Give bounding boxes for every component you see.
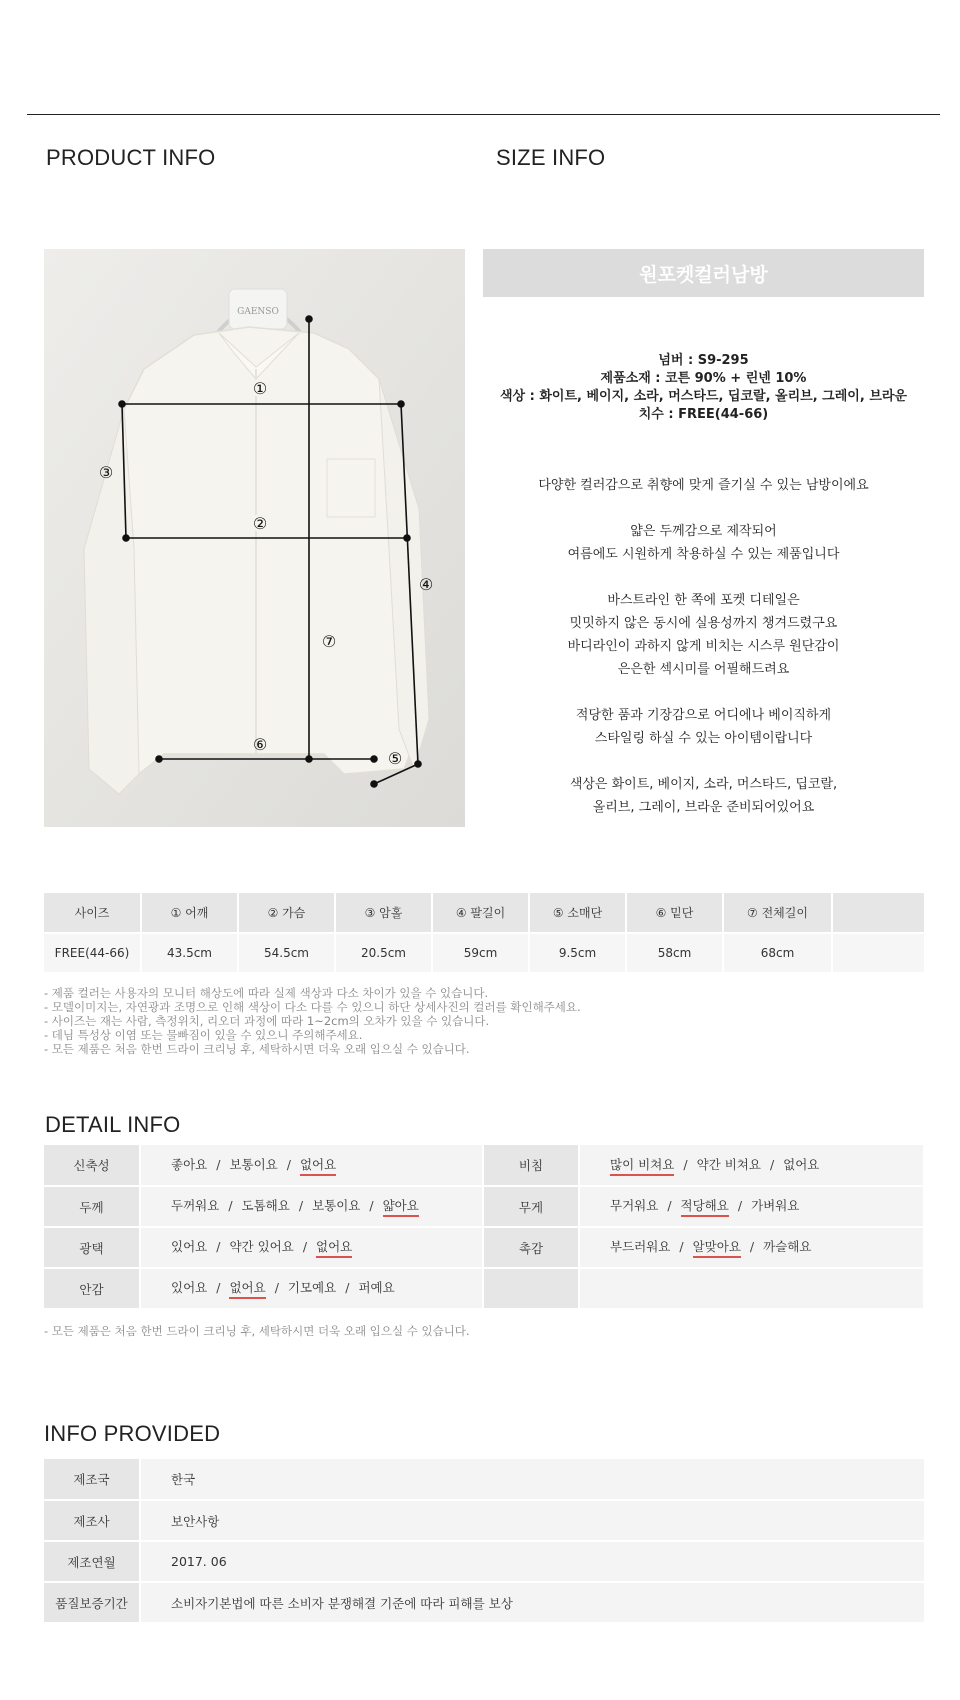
detail-option-selected: 없어요 [300,1155,336,1176]
table-row [44,933,925,972]
option-separator: / [749,1239,755,1254]
detail-info-heading: DETAIL INFO [45,1112,181,1137]
description-paragraph [483,474,924,497]
option-separator: / [737,1198,743,1213]
note-line: - 데님 특성상 이염 또는 물빠짐이 있을 수 있으니 주의해주세요. [44,1028,363,1042]
info-label: 제조연월 [44,1541,140,1582]
detail-option: 까슬해요 [763,1239,812,1254]
detail-options [579,1227,924,1268]
detail-label: 두께 [44,1186,140,1227]
option-separator: / [286,1156,291,1172]
note-line: - 제품 컬러는 사용자의 모니터 해상도에 따라 실제 색상과 다소 차이가 있을 수 있습니다. [44,986,489,1000]
size-notes [44,986,924,1056]
info-provided-heading: INFO PROVIDED [44,1421,221,1446]
size-header-cell: ⑤ 소매단 [529,893,626,933]
size-header-cell: ③ 암홀 [335,893,432,933]
detail-option-selected: 얇아요 [383,1196,419,1217]
description-paragraph [483,704,924,750]
description-line: 색상은 화이트, 베이지, 소라, 머스타드, 딥코랄, [569,777,838,792]
table-row [44,1268,924,1309]
option-separator: / [216,1280,221,1295]
detail-options [579,1145,924,1186]
option-separator: / [298,1198,304,1213]
marker-5: ⑤ [387,749,403,768]
detail-label [483,1268,579,1309]
option-separator: / [369,1198,374,1213]
detail-option: 도톰해요 [241,1198,290,1213]
table-row [44,1582,924,1623]
size-header-cell: ② 가슴 [238,893,335,933]
size-table-header [44,893,925,933]
detail-option: 약간 있어요 [229,1239,294,1254]
detail-option-selected: 알맞아요 [693,1237,741,1258]
option-separator: / [679,1239,684,1254]
product-name-banner: 원포켓컬러남방 [483,249,924,297]
detail-option-selected: 적당해요 [681,1196,729,1217]
option-separator: / [228,1198,233,1213]
size-cell-empty [832,933,925,972]
size-header-cell: ⑦ 전체길이 [723,893,832,933]
table-row [44,1541,924,1582]
option-separator: / [216,1156,221,1172]
detail-option: 기모예요 [287,1280,337,1295]
detail-option: 약간 비쳐요 [696,1156,761,1172]
size-cell: 43.5cm [141,933,238,972]
detail-option-selected: 없어요 [316,1237,352,1258]
detail-options [140,1186,483,1227]
table-row [44,1145,924,1186]
description-line: 스타일링 하실 수 있는 아이템이랍니다 [594,731,813,746]
detail-option: 좋아요 [171,1156,208,1172]
care-note: - 모든 제품은 처음 한번 드라이 크리닝 후, 세탁하시면 더욱 오래 입으실 수 있습니다. [44,1324,470,1338]
info-value: 2017. 06 [140,1541,924,1582]
detail-options [140,1145,483,1186]
table-row [44,1459,924,1500]
detail-option: 보통이요 [312,1198,361,1213]
spec-size: 치수 : FREE(44-66) [638,407,769,422]
brand-tag: GAENSO [237,307,279,317]
description-line: 바디라인이 과하지 않게 비치는 시스루 원단감이 [567,639,840,654]
marker-1: ① [252,379,268,398]
size-header-cell: ① 어깨 [141,893,238,933]
detail-options [140,1268,483,1309]
marker-4: ④ [418,575,434,594]
table-row [44,1186,924,1227]
spec-number: 넘버 : S9-295 [658,353,749,368]
marker-3: ③ [98,463,114,482]
detail-options [579,1186,924,1227]
info-value: 소비자기본법에 따른 소비자 분쟁해결 기준에 따라 피해를 보상 [140,1582,924,1623]
table-row [44,1500,924,1541]
option-separator: / [683,1156,688,1172]
option-separator: / [769,1156,775,1172]
marker-6: ⑥ [252,735,268,754]
size-header-cell: ④ 팔길이 [432,893,529,933]
spec-colors: 색상 : 화이트, 베이지, 소라, 머스타드, 딥코랄, 올리브, 그레이, 브라운 [499,389,907,404]
description-line: 얇은 두께감으로 제작되어 [630,524,777,539]
note-line: - 사이즈는 재는 사람, 측정위치, 리오더 과정에 따라 1~2cm의 오차가 있을 수 있습니다. [44,1014,490,1028]
info-label: 제조국 [44,1459,140,1500]
option-separator: / [345,1280,350,1295]
detail-option: 무거워요 [610,1198,659,1213]
info-label: 제조사 [44,1500,140,1541]
product-info-heading: PRODUCT INFO [46,145,216,170]
detail-label: 신축성 [44,1145,140,1186]
detail-option: 있어요 [171,1280,208,1295]
size-header-cell-empty [832,893,925,933]
option-separator: / [302,1239,308,1254]
size-table [44,893,926,972]
info-value: 한국 [140,1459,924,1500]
detail-options [579,1268,924,1309]
option-separator: / [216,1239,221,1254]
product-photo [44,249,465,827]
size-header-cell: 사이즈 [44,893,141,933]
description-line: 여름에도 시원하게 착용하실 수 있는 제품입니다 [567,547,840,562]
size-cell: FREE(44-66) [44,933,141,972]
table-row [44,1227,924,1268]
detail-label: 안감 [44,1268,140,1309]
info-provided-table [44,1459,924,1624]
spec-material: 제품소재 : 코튼 90% + 린넨 10% [600,371,807,386]
detail-label: 광택 [44,1227,140,1268]
description-paragraph [483,520,924,566]
note-line: - 모델이미지는, 자연광과 조명으로 인해 색상이 다소 다를 수 있으니 하단 상세사진의 컬러를 확인해주세요. [44,1000,581,1014]
description-line: 다양한 컬러감으로 취향에 맞게 즐기실 수 있는 남방이에요 [538,478,869,493]
size-header-cell: ⑥ 밑단 [626,893,723,933]
product-spec-list [483,352,924,424]
info-label: 품질보증기간 [44,1582,140,1623]
size-cell: 58cm [626,933,723,972]
description-paragraph [483,773,924,819]
detail-option: 보통이요 [229,1156,278,1172]
detail-option-selected: 많이 비쳐요 [610,1155,674,1176]
detail-options [140,1227,483,1268]
detail-option: 가벼워요 [751,1198,800,1213]
detail-label: 비침 [483,1145,579,1186]
product-description [483,474,924,842]
description-line: 바스트라인 한 쪽에 포켓 디테일은 [607,593,800,608]
description-line: 은은한 섹시미를 어필해드려요 [617,662,790,677]
description-line: 밋밋하지 않은 동시에 실용성까지 챙겨드렸구요 [569,616,838,631]
option-separator: / [667,1198,672,1213]
marker-2: ② [252,514,268,533]
info-value: 보안사항 [140,1500,924,1541]
detail-option: 두꺼워요 [171,1198,220,1213]
detail-option: 부드러워요 [610,1239,671,1254]
size-cell: 59cm [432,933,529,972]
top-divider [27,114,940,115]
size-cell: 20.5cm [335,933,432,972]
marker-7: ⑦ [321,632,337,651]
size-cell: 68cm [723,933,832,972]
detail-label: 촉감 [483,1227,579,1268]
detail-option: 있어요 [171,1239,208,1254]
note-line: - 모든 제품은 처음 한번 드라이 크리닝 후, 세탁하시면 더욱 오래 입으실 수 있습니다. [44,1042,470,1056]
detail-option: 없어요 [783,1156,820,1172]
size-cell: 54.5cm [238,933,335,972]
option-separator: / [274,1280,279,1295]
description-line: 올리브, 그레이, 브라운 준비되어있어요 [592,800,815,815]
detail-option-selected: 없어요 [229,1278,265,1299]
size-cell: 9.5cm [529,933,626,972]
description-paragraph [483,589,924,681]
description-line: 적당한 품과 기장감으로 어디에나 베이직하게 [575,708,832,723]
detail-table [44,1145,925,1310]
detail-option: 퍼예요 [358,1280,395,1295]
detail-label: 무게 [483,1186,579,1227]
size-info-heading: SIZE INFO [496,145,606,170]
